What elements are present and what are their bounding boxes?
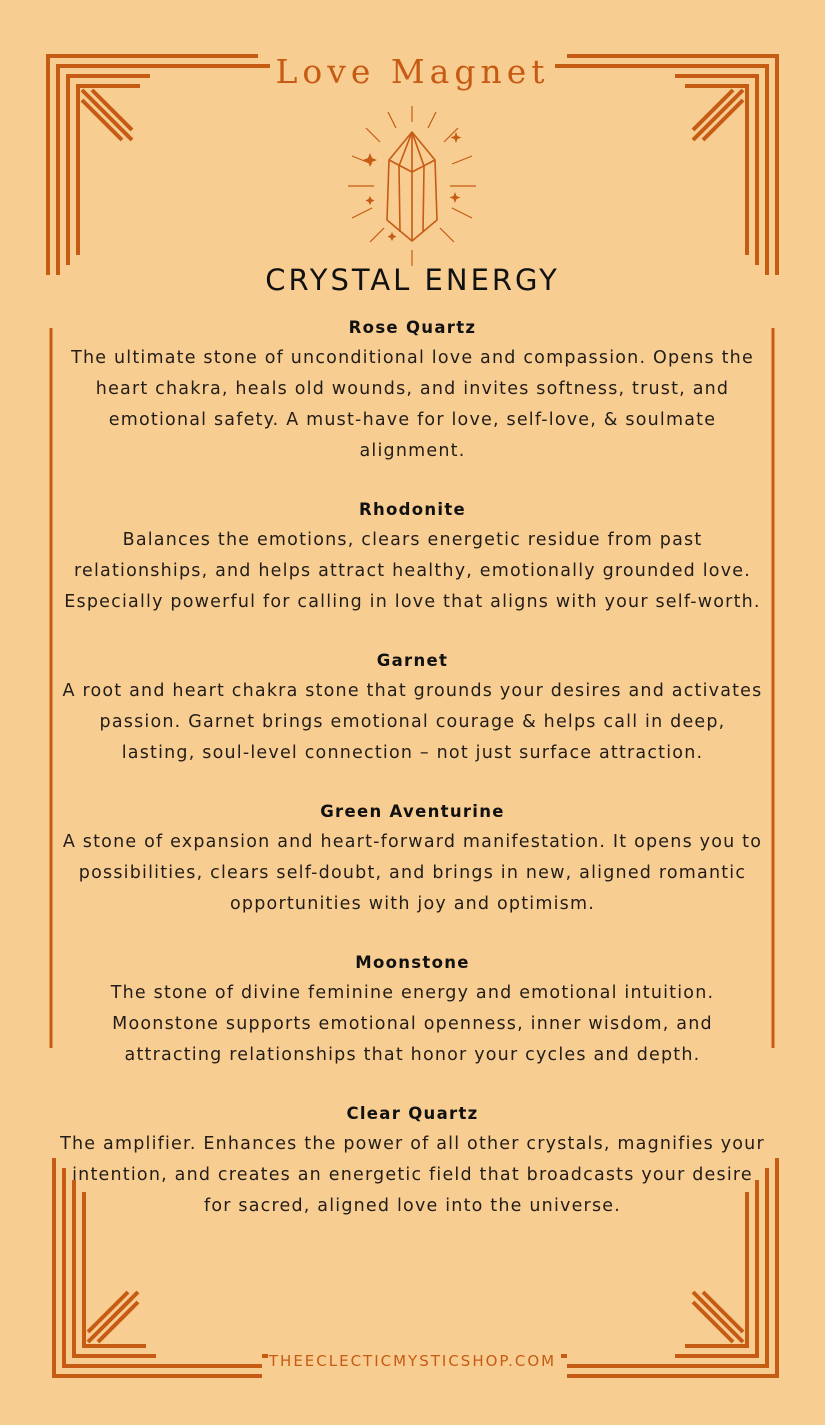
- crystal-description: A root and heart chakra stone that grounds your desires and activates passion. Garnet brings emotional courage & helps call in deep, lasting, soul-level connection – not just surface attraction.: [62, 681, 763, 763]
- crystal-entry-moonstone: [60, 951, 765, 1071]
- crystal-entry-rhodonite: [60, 498, 765, 618]
- crystal-description: The stone of divine feminine energy and emotional intuition. Moonstone supports emotional openness, inner wisdom, and attracting relationships that honor your cycles and depth.: [110, 983, 715, 1065]
- crystal-point-icon: [348, 106, 476, 266]
- crystal-entry-green-aventurine: [60, 800, 765, 920]
- crystal-description: The ultimate stone of unconditional love and compassion. Opens the heart chakra, heals old wounds, and invites softness, trust, and emotional safety. A must-have for love, self-love, & soulmate alignment.: [71, 348, 754, 461]
- crystal-description: The amplifier. Enhances the power of all other crystals, magnifies your intention, and creates an energetic field that broadcasts your desire for sacred, aligned love into the universe.: [60, 1134, 765, 1216]
- crystal-name: Clear Quartz: [346, 1104, 479, 1123]
- brand-title: Love Magnet: [275, 52, 550, 91]
- crystal-list: [60, 316, 765, 1253]
- crystal-entry-clear-quartz: [60, 1102, 765, 1222]
- crystal-name: Rhodonite: [358, 500, 467, 519]
- crystal-name: Garnet: [376, 651, 449, 670]
- footer-website: THEECLECTICMYSTICSHOP.COM: [268, 1352, 557, 1370]
- crystal-entry-rose-quartz: [60, 316, 765, 467]
- crystal-name: Moonstone: [355, 953, 470, 972]
- crystal-entry-garnet: [60, 649, 765, 769]
- crystal-description: A stone of expansion and heart-forward manifestation. It opens you to possibilities, clears self-doubt, and brings in new, aligned romantic opportunities with joy and optimism.: [62, 832, 763, 914]
- page-subtitle: CRYSTAL ENERGY: [265, 263, 560, 297]
- crystal-description: Balances the emotions, clears energetic residue from past relationships, and helps attract healthy, emotionally grounded love. Especially powerful for calling in love that aligns with your self-worth.: [64, 530, 761, 612]
- crystal-name: Rose Quartz: [348, 318, 477, 337]
- crystal-name: Green Aventurine: [320, 802, 505, 821]
